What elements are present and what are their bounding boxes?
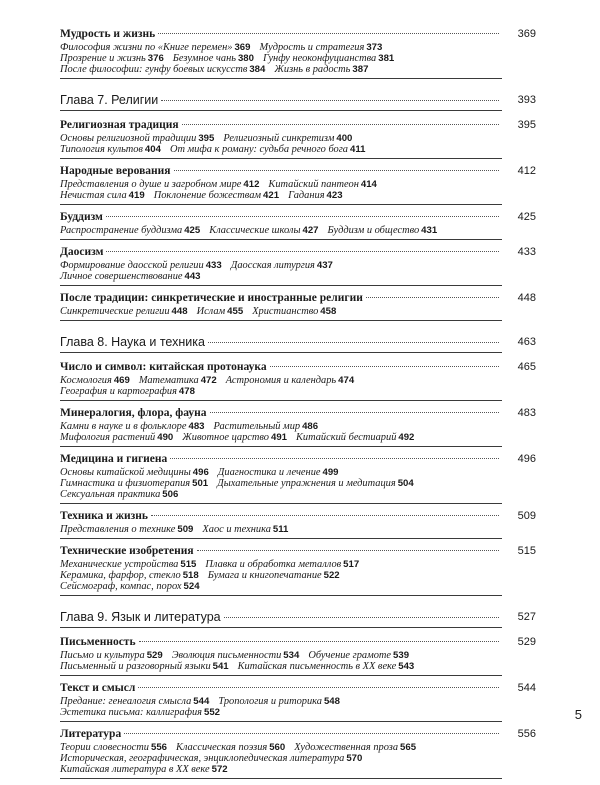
subsection-line: [60, 753, 502, 764]
section-page-number: 448: [517, 292, 536, 304]
section-title: Даосизм: [60, 246, 104, 258]
subsection-page-number: 499: [322, 467, 339, 478]
chapter-row: [60, 335, 502, 349]
subsection-title[interactable]: Письменный и разговорный языки: [60, 661, 211, 672]
subsection-page-number: 419: [128, 190, 145, 201]
subsection-page-number: 437: [316, 260, 333, 271]
subsection-page-number: 524: [183, 581, 200, 592]
subsection-title[interactable]: Представления о душе и загробном мире: [60, 179, 242, 190]
subsection-line: [60, 696, 502, 707]
subsection-list: [60, 696, 502, 718]
subsection-list: [60, 467, 502, 500]
section-title: Медицина и гигиена: [60, 453, 168, 465]
chapter-page-number: 393: [517, 94, 536, 106]
subsection-line: [60, 650, 502, 661]
subsection-page-number: 543: [398, 661, 415, 672]
section-row: [60, 453, 502, 466]
subsection-page-number: 565: [400, 742, 417, 753]
chapter-title: Глава 7. Религии: [60, 93, 159, 107]
subsection-title[interactable]: От мифа к роману: судьба речного бога: [169, 144, 348, 155]
subsection-page-number: 515: [180, 559, 197, 570]
subsection-title[interactable]: Буддизм и общество: [327, 225, 420, 236]
subsection-page-number: 541: [212, 661, 229, 672]
subsection-title[interactable]: Сейсмограф, компас, порох: [60, 581, 182, 592]
dot-leader: [210, 412, 500, 413]
subsection-page-number: 395: [198, 133, 215, 144]
section-title: Религиозная традиция: [60, 119, 179, 131]
subsection-title[interactable]: Космология: [60, 375, 112, 386]
subsection-title[interactable]: Философия жизни по «Книге перемен»: [60, 42, 233, 53]
section-entry[interactable]: [60, 407, 536, 447]
subsection-title[interactable]: Гадания: [288, 190, 325, 201]
dot-leader: [106, 216, 499, 217]
subsection-title[interactable]: Синкретические религии: [60, 306, 170, 317]
subsection-list: [60, 306, 502, 317]
subsection-page-number: 552: [204, 707, 221, 718]
subsection-title[interactable]: Распространение буддизма: [60, 225, 183, 236]
subsection-title[interactable]: Личное совершенствование: [60, 271, 183, 282]
subsection-page-number: 443: [184, 271, 201, 282]
section-page-number: 369: [517, 28, 536, 40]
subsection-title[interactable]: Животное царство: [182, 432, 269, 443]
section-entry[interactable]: [60, 28, 536, 79]
dot-leader: [124, 733, 499, 734]
section-title: После традиции: синкретические и иностранные религии: [60, 292, 363, 304]
subsection-page-number: 544: [193, 696, 210, 707]
subsection-page-number: 534: [283, 650, 300, 661]
subsection-title[interactable]: Китайский пантеон: [268, 179, 359, 190]
subsection-page-number: 474: [338, 375, 355, 386]
section-entry[interactable]: [60, 545, 536, 596]
section-row: [60, 728, 502, 741]
section-page-number: 465: [517, 361, 536, 373]
dot-leader: [182, 124, 499, 125]
subsection-page-number: 433: [205, 260, 222, 271]
subsection-title[interactable]: Сексуальная практика: [60, 489, 161, 500]
dot-leader: [139, 641, 499, 642]
subsection-title[interactable]: Мудрость и стратегия: [259, 42, 365, 53]
subsection-page-number: 490: [157, 432, 174, 443]
section-row: [60, 510, 502, 523]
subsection-page-number: 411: [350, 144, 366, 155]
section-title: Число и символ: китайская протонаука: [60, 361, 267, 373]
subsection-line: [60, 764, 502, 775]
subsection-page-number: 400: [336, 133, 353, 144]
subsection-line: [60, 64, 502, 75]
chapter-title: Глава 8. Наука и техника: [60, 335, 205, 349]
subsection-title[interactable]: Керамика, фарфор, стекло: [60, 570, 181, 581]
subsection-page-number: 469: [113, 375, 130, 386]
subsection-title[interactable]: После философии: гунфу боевых искусств: [60, 64, 248, 75]
subsection-line: [60, 190, 502, 201]
subsection-title[interactable]: Мифология растений: [60, 432, 156, 443]
subsection-title[interactable]: Основы религиозной традиции: [60, 133, 197, 144]
subsection-list: [60, 524, 502, 535]
section-page-number: 433: [517, 246, 536, 258]
subsection-list: [60, 42, 502, 75]
subsection-line: [60, 42, 502, 53]
section-entry[interactable]: [60, 682, 536, 722]
section-page-number: 483: [517, 407, 536, 419]
subsection-page-number: 369: [234, 42, 251, 53]
subsection-page-number: 431: [421, 225, 438, 236]
subsection-page-number: 570: [346, 753, 363, 764]
subsection-line: [60, 144, 502, 155]
section-entry[interactable]: [60, 119, 536, 159]
subsection-list: [60, 421, 502, 443]
section-entry[interactable]: [60, 292, 536, 321]
section-title: Текст и смысл: [60, 682, 136, 694]
dot-leader: [138, 687, 499, 688]
subsection-title[interactable]: Тропология и риторика: [218, 696, 322, 707]
subsection-page-number: 414: [360, 179, 377, 190]
subsection-page-number: 421: [263, 190, 280, 201]
section-page-number: 395: [517, 119, 536, 131]
subsection-line: [60, 524, 502, 535]
subsection-title[interactable]: Дыхательные упражнения и медитация: [217, 478, 396, 489]
section-row: [60, 361, 502, 374]
subsection-list: [60, 133, 502, 155]
chapter-row: [60, 610, 502, 624]
subsection-line: [60, 306, 502, 317]
section-title: Техника и жизнь: [60, 510, 148, 522]
subsection-page-number: 501: [192, 478, 209, 489]
chapter-row: [60, 93, 502, 107]
dot-leader: [270, 366, 499, 367]
subsection-line: [60, 559, 502, 570]
subsection-page-number: 373: [366, 42, 383, 53]
subsection-list: [60, 650, 502, 672]
section-entry[interactable]: [60, 165, 536, 205]
section-entry[interactable]: [60, 728, 536, 779]
subsection-page-number: 427: [302, 225, 319, 236]
section-page-number: 515: [517, 545, 536, 557]
subsection-list: [60, 375, 502, 397]
chapter-entry[interactable]: [60, 610, 536, 628]
subsection-page-number: 404: [144, 144, 161, 155]
subsection-title[interactable]: Предание: генеалогия смысла: [60, 696, 192, 707]
dot-leader: [174, 170, 499, 171]
subsection-line: [60, 225, 502, 236]
subsection-page-number: 572: [211, 764, 228, 775]
subsection-page-number: 556: [150, 742, 167, 753]
section-title: Литература: [60, 728, 122, 740]
subsection-line: [60, 661, 502, 672]
subsection-title[interactable]: Даосская литургия: [230, 260, 315, 271]
section-title: Народные верования: [60, 165, 171, 177]
subsection-page-number: 448: [171, 306, 188, 317]
subsection-page-number: 529: [146, 650, 163, 661]
section-page-number: 556: [517, 728, 536, 740]
subsection-line: [60, 742, 502, 753]
subsection-title[interactable]: Религиозный синкретизм: [223, 133, 335, 144]
subsection-title[interactable]: Поклонение божествам: [153, 190, 262, 201]
dot-leader: [161, 100, 499, 101]
subsection-list: [60, 260, 502, 282]
dot-leader: [151, 515, 499, 516]
subsection-page-number: 522: [323, 570, 340, 581]
subsection-title[interactable]: Эволюция письменности: [171, 650, 282, 661]
subsection-title[interactable]: Художественная проза: [294, 742, 399, 753]
subsection-line: [60, 375, 502, 386]
subsection-line: [60, 478, 502, 489]
section-row: [60, 28, 502, 41]
table-of-contents: [60, 28, 536, 785]
subsection-page-number: 380: [237, 53, 254, 64]
subsection-title[interactable]: Растительный мир: [213, 421, 301, 432]
dot-leader: [106, 251, 499, 252]
subsection-title[interactable]: Представления о технике: [60, 524, 176, 535]
subsection-title[interactable]: Теории словесности: [60, 742, 149, 753]
section-entry[interactable]: [60, 510, 536, 539]
subsection-title[interactable]: Бумага и книгопечатание: [207, 570, 322, 581]
section-page-number: 529: [517, 636, 536, 648]
subsection-title[interactable]: Обучение грамоте: [308, 650, 392, 661]
section-entry[interactable]: [60, 361, 536, 401]
dot-leader: [208, 342, 499, 343]
subsection-page-number: 486: [302, 421, 319, 432]
subsection-title[interactable]: Ислам: [196, 306, 226, 317]
subsection-page-number: 506: [162, 489, 179, 500]
dot-leader: [197, 550, 499, 551]
subsection-line: [60, 432, 502, 443]
subsection-title[interactable]: География и картография: [60, 386, 177, 397]
subsection-page-number: 384: [249, 64, 266, 75]
subsection-page-number: 472: [200, 375, 217, 386]
chapter-entry[interactable]: [60, 335, 536, 353]
subsection-page-number: 387: [352, 64, 369, 75]
subsection-line: [60, 467, 502, 478]
subsection-title[interactable]: Основы китайской медицины: [60, 467, 191, 478]
subsection-title[interactable]: Китайская литература в XX веке: [60, 764, 210, 775]
subsection-title[interactable]: Плавка и обработка металлов: [205, 559, 342, 570]
subsection-page-number: 376: [147, 53, 164, 64]
subsection-title[interactable]: Эстетика письма: каллиграфия: [60, 707, 203, 718]
subsection-title[interactable]: Классические школы: [209, 225, 301, 236]
subsection-page-number: 517: [343, 559, 360, 570]
dot-leader: [170, 458, 499, 459]
section-entry[interactable]: [60, 211, 536, 240]
subsection-line: [60, 386, 502, 397]
subsection-page-number: 496: [192, 467, 209, 478]
subsection-title[interactable]: Христианство: [252, 306, 319, 317]
subsection-page-number: 548: [323, 696, 340, 707]
section-row: [60, 407, 502, 420]
section-row: [60, 211, 502, 224]
subsection-title[interactable]: Безумное чань: [172, 53, 236, 64]
section-title: Письменность: [60, 636, 136, 648]
subsection-page-number: 511: [272, 524, 289, 535]
subsection-title[interactable]: Прозрение и жизнь: [60, 53, 146, 64]
section-title: Мудрость и жизнь: [60, 28, 156, 40]
section-page-number: 425: [517, 211, 536, 223]
subsection-title[interactable]: Жизнь в радость: [274, 64, 351, 75]
subsection-list: [60, 742, 502, 775]
subsection-title[interactable]: Формирование даосской религии: [60, 260, 204, 271]
subsection-title[interactable]: Диагностика и лечение: [217, 467, 321, 478]
subsection-title[interactable]: Механические устройства: [60, 559, 179, 570]
section-entry[interactable]: [60, 636, 536, 676]
subsection-line: [60, 570, 502, 581]
page-number: 5: [574, 707, 582, 722]
subsection-line: [60, 260, 502, 271]
section-row: [60, 682, 502, 695]
subsection-title[interactable]: Историческая, географическая, энциклопедическая литература: [60, 753, 345, 764]
chapter-entry[interactable]: [60, 93, 536, 111]
subsection-list: [60, 225, 502, 236]
dot-leader: [366, 297, 499, 298]
dot-leader: [224, 617, 499, 618]
subsection-title[interactable]: Гунфу неоконфуцианства: [262, 53, 377, 64]
subsection-title[interactable]: Китайская письменность в XX веке: [237, 661, 397, 672]
subsection-title[interactable]: Китайский бестиарий: [296, 432, 397, 443]
subsection-page-number: 425: [184, 225, 201, 236]
chapter-page-number: 527: [517, 611, 536, 623]
section-entry[interactable]: [60, 453, 536, 504]
subsection-line: [60, 489, 502, 500]
subsection-page-number: 518: [182, 570, 199, 581]
subsection-line: [60, 53, 502, 64]
subsection-title[interactable]: Математика: [138, 375, 199, 386]
subsection-title[interactable]: Камни в науке и в фольклоре: [60, 421, 187, 432]
section-page-number: 509: [517, 510, 536, 522]
section-row: [60, 119, 502, 132]
subsection-page-number: 381: [378, 53, 395, 64]
subsection-line: [60, 581, 502, 592]
subsection-page-number: 478: [178, 386, 195, 397]
section-row: [60, 246, 502, 259]
section-title: Буддизм: [60, 211, 103, 223]
subsection-page-number: 458: [320, 306, 337, 317]
subsection-page-number: 504: [397, 478, 414, 489]
subsection-title[interactable]: Хаос и техника: [202, 524, 271, 535]
subsection-page-number: 492: [398, 432, 415, 443]
subsection-line: [60, 707, 502, 718]
subsection-page-number: 491: [271, 432, 288, 443]
section-row: [60, 292, 502, 305]
subsection-page-number: 539: [393, 650, 410, 661]
subsection-title[interactable]: Типология культов: [60, 144, 143, 155]
subsection-title[interactable]: Классическая поэзия: [176, 742, 268, 753]
section-row: [60, 545, 502, 558]
subsection-page-number: 509: [177, 524, 194, 535]
subsection-page-number: 455: [227, 306, 244, 317]
section-title: Минералогия, флора, фауна: [60, 407, 207, 419]
chapter-page-number: 463: [517, 336, 536, 348]
subsection-page-number: 423: [326, 190, 343, 201]
subsection-line: [60, 179, 502, 190]
subsection-list: [60, 559, 502, 592]
section-row: [60, 165, 502, 178]
subsection-line: [60, 271, 502, 282]
section-title: Технические изобретения: [60, 545, 194, 557]
subsection-page-number: 483: [188, 421, 205, 432]
section-entry[interactable]: [60, 246, 536, 286]
subsection-line: [60, 421, 502, 432]
subsection-title[interactable]: Астрономия и календарь: [225, 375, 337, 386]
subsection-page-number: 412: [243, 179, 260, 190]
subsection-list: [60, 179, 502, 201]
section-page-number: 496: [517, 453, 536, 465]
subsection-title[interactable]: Нечистая сила: [60, 190, 127, 201]
section-row: [60, 636, 502, 649]
subsection-title[interactable]: Письмо и культура: [60, 650, 145, 661]
dot-leader: [158, 33, 499, 34]
subsection-page-number: 560: [269, 742, 286, 753]
section-page-number: 412: [517, 165, 536, 177]
chapter-title: Глава 9. Язык и литература: [60, 610, 221, 624]
subsection-title[interactable]: Гимнастика и физиотерапия: [60, 478, 191, 489]
subsection-line: [60, 133, 502, 144]
section-page-number: 544: [517, 682, 536, 694]
